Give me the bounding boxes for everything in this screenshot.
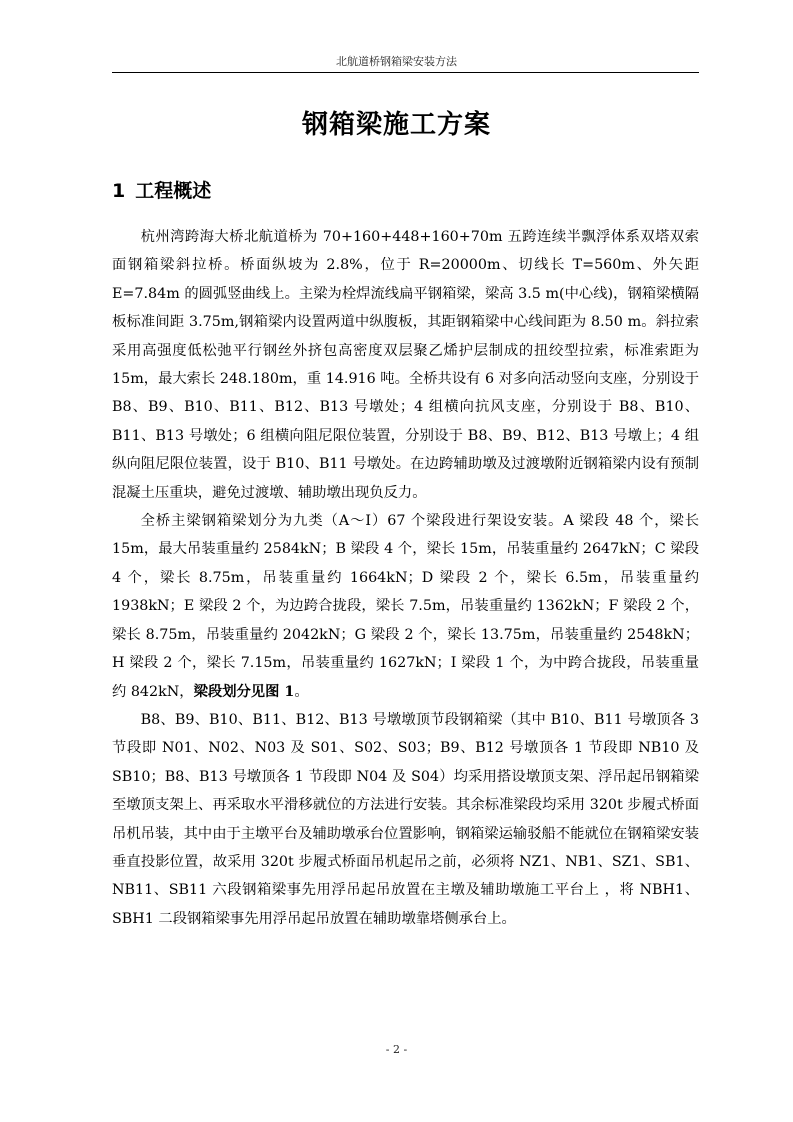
figure-reference: 梁段划分见图 1 (193, 683, 295, 700)
paragraph-segments: 全桥主梁钢箱梁划分为九类（A～I）67 个梁段进行架设安装。A 梁段 48 个，梁长 15m，最大吊装重量约 2584kN；B 梁段 4 个，梁长 15m，吊装重量约 2647kN；C 梁段 4 个，梁长 8.75m，吊装重量约 1664kN；D 梁段 2 个，梁长 6.5m，吊装重量约 1938kN；E 梁段 2 个，为边跨合拢段，梁长 7.5m，吊装重量约 1362kN；F 梁段 2 个，梁长 8.75m，吊装重量约 2042kN；G 梁段 2 个，梁长 13.75m，吊装重量约 2548kN；H 梁段 2 个，梁长 7.15m，吊装重量约 1627kN；I 梁段 1 个，为中跨合拢段，吊装重量约 842kN，梁段划分见图 1。 (112, 513, 699, 700)
paragraph-overview: 杭州湾跨海大桥北航道桥为 70+160+448+160+70m 五跨连续半飘浮体系双塔双索面钢箱梁斜拉桥。桥面纵坡为 2.8%，位于 R=20000m、切线长 T=560m、外矢距 E=7.84m 的圆弧竖曲线上。主梁为栓焊流线扁平钢箱梁，梁高 3.5 m(中心线)，钢箱梁横隔板标准间距 3.75m,钢箱梁内设置两道中纵腹板，其距钢箱梁中心线间距为 8.50 m。斜拉索采用高强度低松弛平行钢丝外挤包高密度双层聚乙烯护层制成的扭绞型拉索，标准索距为 15m，最大索长 248.180m，重 14.916 吨。全桥共设有 6 对多向活动竖向支座，分别设于 B8、B9、B10、B11、B12、B13 号墩处；4 组横向抗风支座，分别设于 B8、B10、B11、B13 号墩处；6 组横向阻尼限位装置，分别设于 B8、B9、B12、B13 号墩上；4 组纵向阻尼限位装置，设于 B10、B11 号墩处。在边跨辅助墩及过渡墩附近钢箱梁内设有预制混凝土压重块，避免过渡墩、辅助墩出现负反力。 (112, 229, 699, 501)
document-title: 钢箱梁施工方案 (301, 110, 491, 140)
section-heading (112, 176, 211, 203)
paragraph-installation: B8、B9、B10、B11、B12、B13 号墩墩顶节段钢箱梁（其中 B10、B11 号墩顶各 3 节段即 N01、N02、N03 及 S01、S02、S03；B9、B12 号墩顶各 1 节段即 NB10 及 SB10；B8、B13 号墩顶各 1 节段即 N04 及 S04）均采用搭设墩顶支架、浮吊起吊钢箱梁至墩顶支架上、再采取水平滑移就位的方法进行安装。其余标准梁段均采用 320t 步履式桥面吊机吊装，其中由于主墩平台及辅助墩承台位置影响，钢箱梁运输驳船不能就位在钢箱梁安装垂直投影位置，故采用 320t 步履式桥面吊机起吊之前，必须将 NZ1、NB1、SZ1、SB1、NB11、SB11 六段钢箱梁事先用浮吊起吊放置在主墩及辅助墩施工平台上 ，将 NBH1、SBH1 二段钢箱梁事先用浮吊起吊放置在辅助墩靠塔侧承台上。 (112, 711, 699, 927)
page-header: 北航道桥钢箱梁安装方法 (336, 55, 457, 68)
section-title: 工程概述 (135, 180, 212, 202)
header-divider (112, 72, 699, 73)
section-number: 1 (112, 180, 126, 202)
body-text (112, 223, 699, 933)
page-number: - 2 - (385, 1043, 408, 1056)
